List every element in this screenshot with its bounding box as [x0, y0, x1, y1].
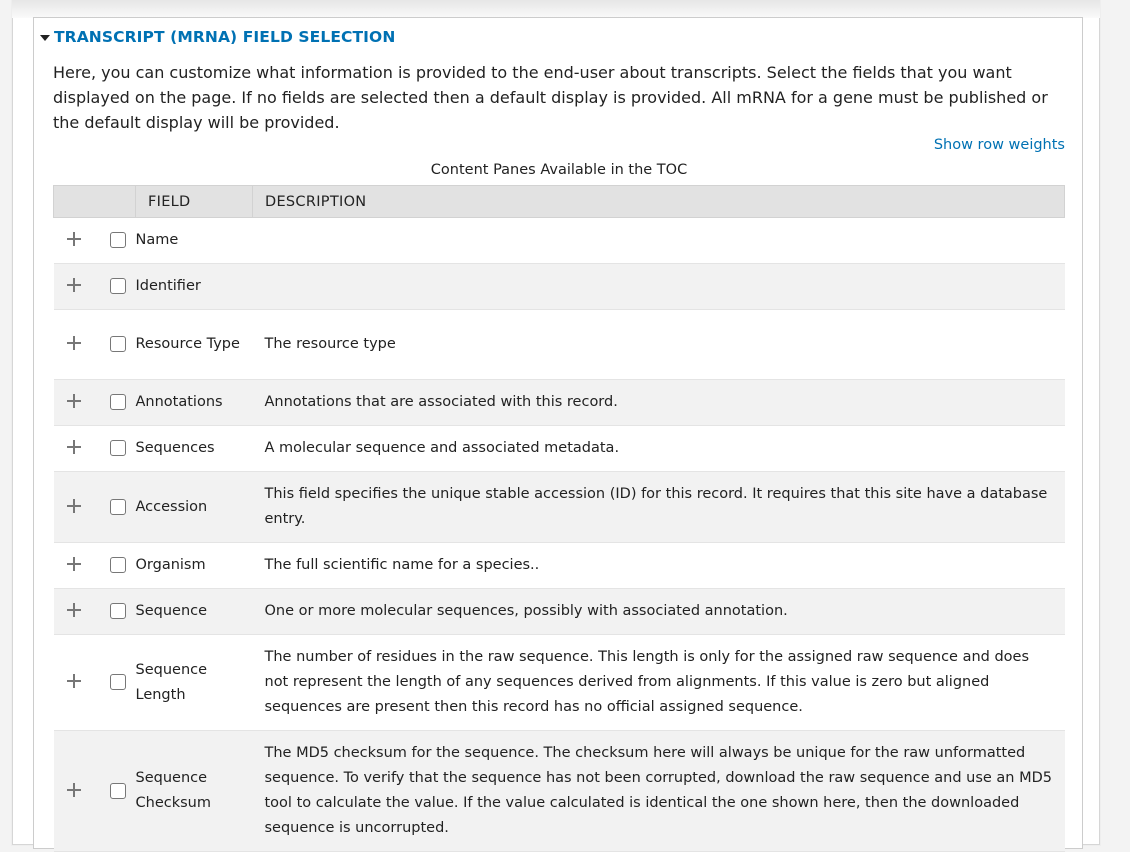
field-name: Sequence Length	[136, 635, 253, 731]
drag-handle-icon[interactable]	[66, 498, 82, 514]
table-row	[54, 472, 1065, 543]
section-toggle[interactable]	[40, 28, 395, 46]
drag-handle-icon[interactable]	[66, 231, 82, 247]
top-shade	[12, 0, 1100, 18]
field-checkbox[interactable]	[110, 232, 126, 248]
drag-handle-icon[interactable]	[66, 556, 82, 572]
field-description: The resource type	[253, 310, 1065, 380]
field-name: Accession	[136, 472, 253, 543]
intro-text: Here, you can customize what information is provided to the end-user about transcripts. Select the fields that you want displayed on the page. If no fields are selected then a default display is provided. All mRNA for a gene must be published or the default display will be provided.	[53, 63, 1048, 132]
field-description	[253, 218, 1065, 264]
field-description: A molecular sequence and associated metadata.	[253, 426, 1065, 472]
drag-handle-icon[interactable]	[66, 782, 82, 798]
drag-handle-icon[interactable]	[66, 602, 82, 618]
drag-handle-icon[interactable]	[66, 335, 82, 351]
field-checkbox[interactable]	[110, 783, 126, 799]
field-checkbox[interactable]	[110, 394, 126, 410]
drag-handle-icon[interactable]	[66, 439, 82, 455]
drag-handle-icon[interactable]	[66, 393, 82, 409]
table-row	[54, 310, 1065, 380]
field-checkbox[interactable]	[110, 674, 126, 690]
field-description: The MD5 checksum for the sequence. The checksum here will always be unique for the raw unformatted sequence. To verify that the sequence has not been corrupted, download the raw sequence and use an MD5 tool to calculate the value. If the value calculated is identical the one shown here, then the downloaded sequence is uncorrupted.	[253, 731, 1065, 852]
field-checkbox[interactable]	[110, 278, 126, 294]
field-checkbox[interactable]	[110, 336, 126, 352]
caret-down-icon	[40, 35, 50, 41]
field-column-header: FIELD	[136, 186, 253, 218]
drag-handle-icon[interactable]	[66, 673, 82, 689]
field-name: Name	[136, 218, 253, 264]
field-description	[253, 264, 1065, 310]
field-name: Annotations	[136, 380, 253, 426]
drag-handle-icon[interactable]	[66, 277, 82, 293]
field-name: Sequence	[136, 589, 253, 635]
field-checkbox[interactable]	[110, 499, 126, 515]
field-checkbox[interactable]	[110, 557, 126, 573]
table-row	[54, 731, 1065, 852]
table-row	[54, 218, 1065, 264]
field-checkbox[interactable]	[110, 440, 126, 456]
drag-column-header	[54, 186, 136, 218]
table-row	[54, 264, 1065, 310]
field-description: This field specifies the unique stable accession (ID) for this record. It requires that this site have a database entry.	[253, 472, 1065, 543]
field-checkbox[interactable]	[110, 603, 126, 619]
table-row	[54, 589, 1065, 635]
field-name: Resource Type	[136, 310, 253, 380]
field-description: One or more molecular sequences, possibly with associated annotation.	[253, 589, 1065, 635]
field-name: Organism	[136, 543, 253, 589]
fields-table	[53, 185, 1065, 852]
field-name: Sequences	[136, 426, 253, 472]
field-description: Annotations that are associated with this record.	[253, 380, 1065, 426]
table-caption: Content Panes Available in the TOC	[430, 162, 688, 178]
description-column-header: DESCRIPTION	[253, 186, 1065, 218]
field-name: Identifier	[136, 264, 253, 310]
table-row	[54, 635, 1065, 731]
table-row	[54, 543, 1065, 589]
field-name: Sequence Checksum	[136, 731, 253, 852]
table-row	[54, 426, 1065, 472]
table-row	[54, 380, 1065, 426]
show-row-weights-link[interactable]: Show row weights	[933, 137, 1065, 153]
field-description: The number of residues in the raw sequence. This length is only for the assigned raw sequence and does not represent the length of any sequences derived from alignments. If this value is zero but aligned sequences are present then this record has no official assigned sequence.	[253, 635, 1065, 731]
field-description: The full scientific name for a species..	[253, 543, 1065, 589]
section-title: TRANSCRIPT (MRNA) FIELD SELECTION	[54, 28, 396, 46]
